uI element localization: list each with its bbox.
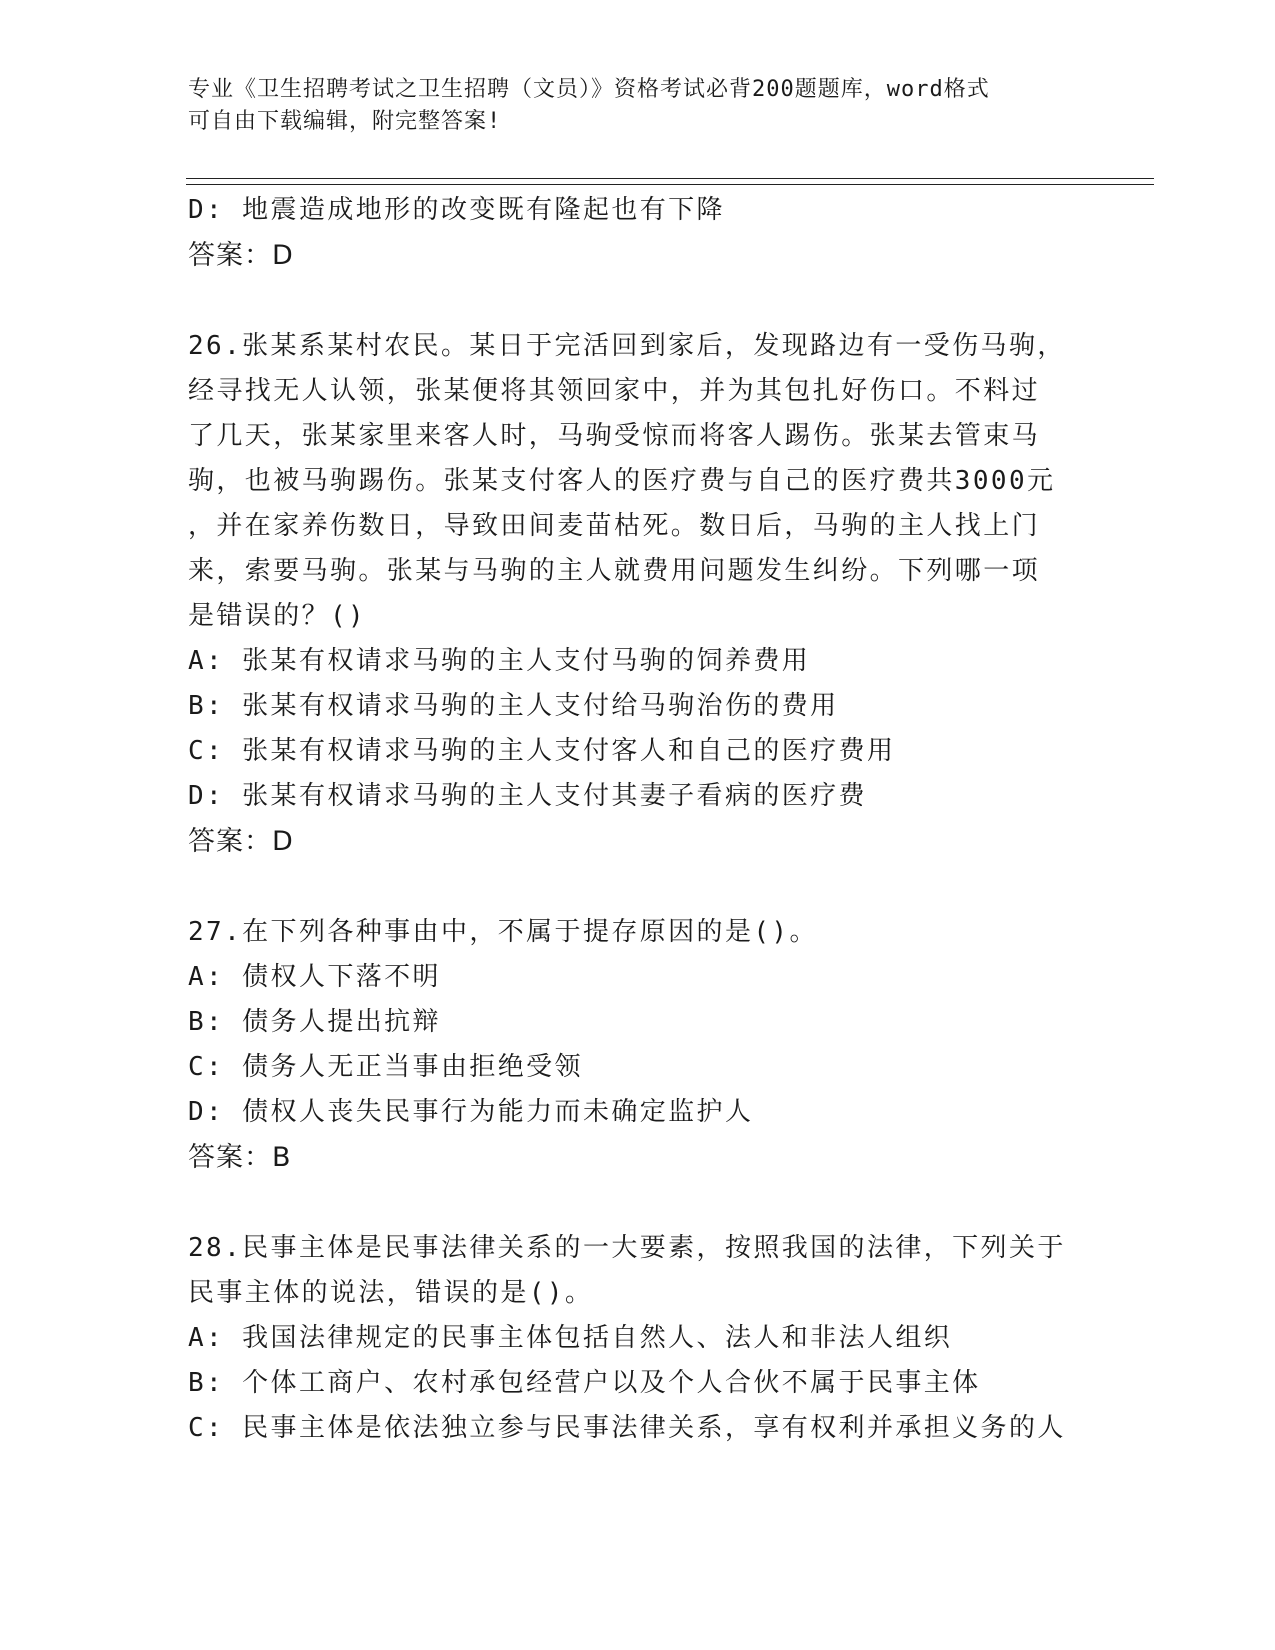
document-body (188, 188, 1088, 1451)
option-c: C: 民事主体是依法独立参与民事法律关系，享有权利并承担义务的人 (188, 1413, 1066, 1443)
option-b: B: 债务人提出抗辩 (188, 1007, 441, 1037)
option-c: C: 张某有权请求马驹的主人支付客人和自己的医疗费用 (188, 736, 896, 766)
page-header (188, 74, 1068, 138)
option-a: A: 张某有权请求马驹的主人支付马驹的饲养费用 (188, 646, 811, 676)
header-line-1: 专业《卫生招聘考试之卫生招聘（文员）》资格考试必背200题题库，word格式 (188, 77, 990, 102)
option-a: A: 我国法律规定的民事主体包括自然人、法人和非法人组织 (188, 1323, 953, 1353)
option-b: B: 张某有权请求马驹的主人支付给马驹治伤的费用 (188, 691, 839, 721)
stem-line: 26.张某系某村农民。某日于完活回到家后，发现路边有一受伤马驹， (188, 331, 1066, 361)
header-line-2: 可自由下载编辑，附完整答案! (188, 109, 502, 134)
stem-line: 经寻找无人认领，张某便将其领回家中，并为其包扎好伤口。不料过 (188, 376, 1041, 406)
stem-line: 了几天，张某家里来客人时，马驹受惊而将客人踢伤。张某去管束马 (188, 421, 1041, 451)
stem-line: 民事主体的说法，错误的是()。 (188, 1278, 594, 1308)
spacer (188, 278, 1088, 324)
answer-line: 答案：B (188, 1142, 292, 1173)
question-26 (188, 324, 1088, 864)
question-stem (188, 324, 1088, 639)
option-d: D: 债权人丧失民事行为能力而未确定监护人 (188, 1097, 754, 1127)
option-a: A: 债权人下落不明 (188, 962, 441, 992)
option-b: B: 个体工商户、农村承包经营户以及个人合伙不属于民事主体 (188, 1368, 981, 1398)
spacer (188, 864, 1088, 910)
stem-line: ，并在家养伤数日，导致田间麦苗枯死。数日后，马驹的主人找上门 (188, 511, 1041, 541)
stem-line: 是错误的？() (188, 601, 367, 631)
stem-line: 27.在下列各种事由中，不属于提存原因的是()。 (188, 917, 818, 947)
header-divider (186, 178, 1154, 185)
question-stem (188, 910, 1088, 955)
option-c: C: 债务人无正当事由拒绝受领 (188, 1052, 583, 1082)
question-27 (188, 910, 1088, 1180)
partial-question (188, 188, 1088, 278)
question-stem (188, 1226, 1088, 1316)
answer-line: 答案：D (188, 240, 294, 271)
question-28 (188, 1226, 1088, 1451)
stem-line: 28.民事主体是民事法律关系的一大要素，按照我国的法律，下列关于 (188, 1233, 1066, 1263)
answer-line: 答案：D (188, 826, 294, 857)
stem-line: 来，索要马驹。张某与马驹的主人就费用问题发生纠纷。下列哪一项 (188, 556, 1041, 586)
stem-line: 驹，也被马驹踢伤。张某支付客人的医疗费与自己的医疗费共3000元 (188, 466, 1056, 496)
spacer (188, 1180, 1088, 1226)
option-d: D: 张某有权请求马驹的主人支付其妻子看病的医疗费 (188, 781, 867, 811)
option-d: D: 地震造成地形的改变既有隆起也有下降 (188, 195, 725, 225)
